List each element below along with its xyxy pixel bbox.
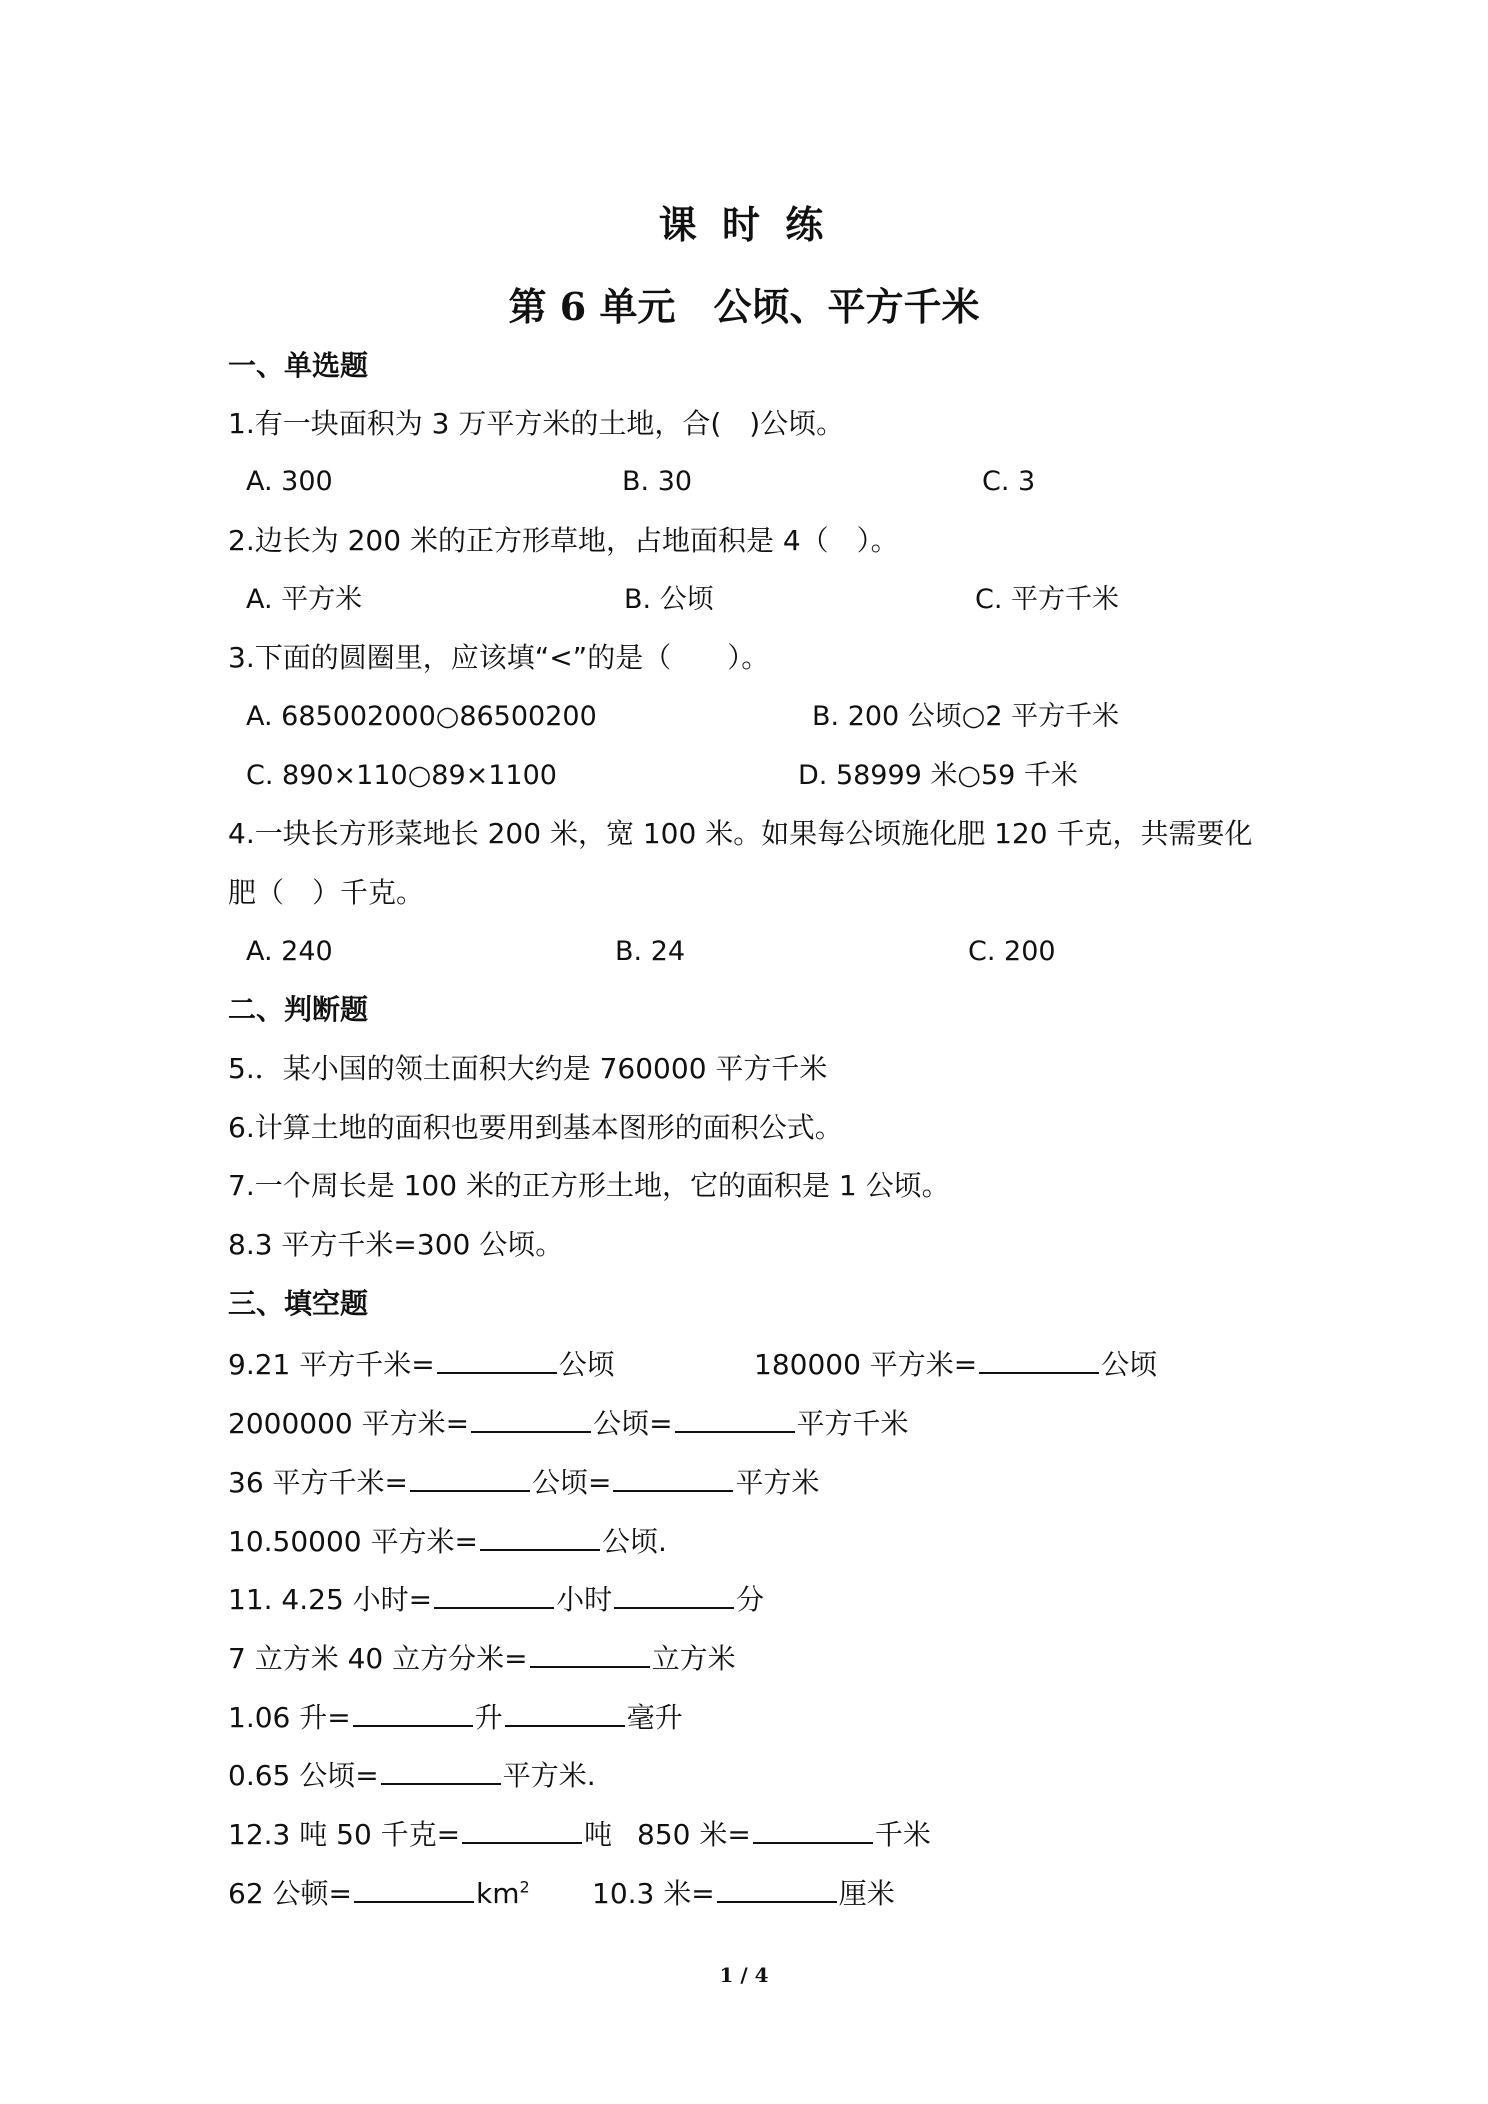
section-fill-blank: 三、填空题 — [228, 1287, 369, 1320]
q4-option-a: A. 240 — [246, 936, 333, 967]
answer-blank[interactable] — [753, 1812, 873, 1844]
fill-text: 公顷= — [593, 1407, 673, 1440]
fill-text: 公顷 — [558, 1348, 615, 1381]
question-2: 2.边长为 200 米的正方形草地，占地面积是 4（ ）。 — [228, 524, 899, 557]
q3-option-c: C. 890×110○89×1100 — [246, 760, 557, 791]
answer-blank[interactable] — [437, 1342, 557, 1374]
fill-text: 12.3 吨 50 千克= — [228, 1818, 461, 1851]
fill-line-9a — [228, 1342, 615, 1385]
question-3: 3.下面的圆圈里，应该填“<”的是（ ）。 — [228, 641, 770, 674]
question-6: 6.计算土地的面积也要用到基本图形的面积公式。 — [228, 1111, 843, 1144]
fill-line-11b — [228, 1636, 736, 1679]
question-8: 8.3 平方千米=300 公顷。 — [228, 1228, 564, 1261]
answer-blank[interactable] — [480, 1519, 600, 1551]
fill-text: 分 — [736, 1583, 765, 1616]
answer-blank[interactable] — [505, 1695, 625, 1727]
superscript: 2 — [519, 1877, 530, 1897]
fill-text: 850 米= — [637, 1818, 751, 1851]
fill-line-11a — [228, 1577, 764, 1620]
fill-text: 立方米 — [651, 1642, 736, 1675]
fill-line-11c — [228, 1695, 683, 1738]
answer-blank[interactable] — [717, 1871, 837, 1903]
fill-text: 0.65 公顷= — [228, 1759, 379, 1792]
fill-text: 36 平方千米= — [228, 1466, 408, 1499]
unit-title: 第 6 单元 公顷、平方千米 — [508, 284, 980, 329]
fill-text: 升 — [474, 1701, 503, 1734]
q2-option-c: C. 平方千米 — [975, 584, 1120, 615]
q1-option-b: B. 30 — [622, 466, 693, 497]
fill-text: 1.06 升= — [228, 1701, 351, 1734]
fill-text: 9.21 平方千米= — [228, 1348, 435, 1381]
q3-option-b: B. 200 公顷○2 平方千米 — [812, 701, 1120, 732]
fill-text: 吨 — [584, 1818, 613, 1851]
question-1: 1.有一块面积为 3 万平方米的土地，合( )公顷。 — [228, 407, 845, 440]
answer-blank[interactable] — [353, 1695, 473, 1727]
fill-line-9b — [754, 1342, 1157, 1385]
question-5: 5.．某小国的领土面积大约是 760000 平方千米 — [228, 1052, 828, 1085]
fill-text: km — [476, 1877, 520, 1910]
q4-option-b: B. 24 — [615, 936, 686, 967]
q4-option-c: C. 200 — [968, 936, 1056, 967]
fill-line-9d — [228, 1460, 819, 1503]
question-4-line-1: 4.一块长方形菜地长 200 米，宽 100 米。如果每公顷施化肥 120 千克，共需要化 — [228, 817, 1253, 850]
fill-text: 公顷= — [532, 1466, 612, 1499]
answer-blank[interactable] — [613, 1460, 733, 1492]
fill-text: 小时 — [556, 1583, 613, 1616]
q2-option-b: B. 公顷 — [624, 584, 714, 615]
fill-text: 180000 平方米= — [754, 1348, 978, 1381]
q2-option-a: A. 平方米 — [246, 584, 363, 615]
fill-line-12c — [228, 1871, 530, 1914]
fill-text: 厘米 — [838, 1877, 895, 1910]
q1-option-a: A. 300 — [246, 466, 333, 497]
fill-text: 62 公顿= — [228, 1877, 352, 1910]
fill-line-9c — [228, 1401, 909, 1444]
question-7: 7.一个周长是 100 米的正方形土地，它的面积是 1 公顷。 — [228, 1169, 950, 1202]
q3-option-a: A. 685002000○86500200 — [246, 701, 597, 732]
section-single-choice: 一、单选题 — [228, 349, 369, 382]
answer-blank[interactable] — [381, 1753, 501, 1785]
fill-text: 平方米 — [735, 1466, 820, 1499]
fill-text: 2000000 平方米= — [228, 1407, 470, 1440]
fill-text: 毫升 — [626, 1701, 683, 1734]
answer-blank[interactable] — [471, 1401, 591, 1433]
answer-blank[interactable] — [979, 1342, 1099, 1374]
question-4-line-2: 肥（ ）千克。 — [228, 876, 425, 909]
q3-option-d: D. 58999 米○59 千米 — [798, 760, 1078, 791]
fill-text: 公顷. — [601, 1525, 667, 1558]
fill-line-12b — [637, 1812, 931, 1855]
fill-text: 11. 4.25 小时= — [228, 1583, 433, 1616]
q1-option-c: C. 3 — [982, 466, 1036, 497]
answer-blank[interactable] — [354, 1871, 474, 1903]
page-number: 1 / 4 — [719, 1963, 769, 1987]
answer-blank[interactable] — [614, 1577, 734, 1609]
fill-line-10 — [228, 1519, 667, 1562]
fill-text: 7 立方米 40 立方分米= — [228, 1642, 528, 1675]
fill-line-12d — [592, 1871, 895, 1914]
fill-text: 平方千米 — [796, 1407, 909, 1440]
answer-blank[interactable] — [410, 1460, 530, 1492]
fill-line-11d — [228, 1753, 596, 1796]
fill-text: 10.50000 平方米= — [228, 1525, 478, 1558]
section-true-false: 二、判断题 — [228, 993, 369, 1026]
fill-text: 10.3 米= — [592, 1877, 715, 1910]
fill-line-12a — [228, 1812, 612, 1855]
answer-blank[interactable] — [675, 1401, 795, 1433]
answer-blank[interactable] — [434, 1577, 554, 1609]
fill-text: 千米 — [874, 1818, 931, 1851]
answer-blank[interactable] — [462, 1812, 582, 1844]
fill-text: 公顷 — [1101, 1348, 1158, 1381]
answer-blank[interactable] — [530, 1636, 650, 1668]
fill-text: 平方米. — [502, 1759, 596, 1792]
worksheet-title: 课 时 练 — [658, 202, 830, 247]
